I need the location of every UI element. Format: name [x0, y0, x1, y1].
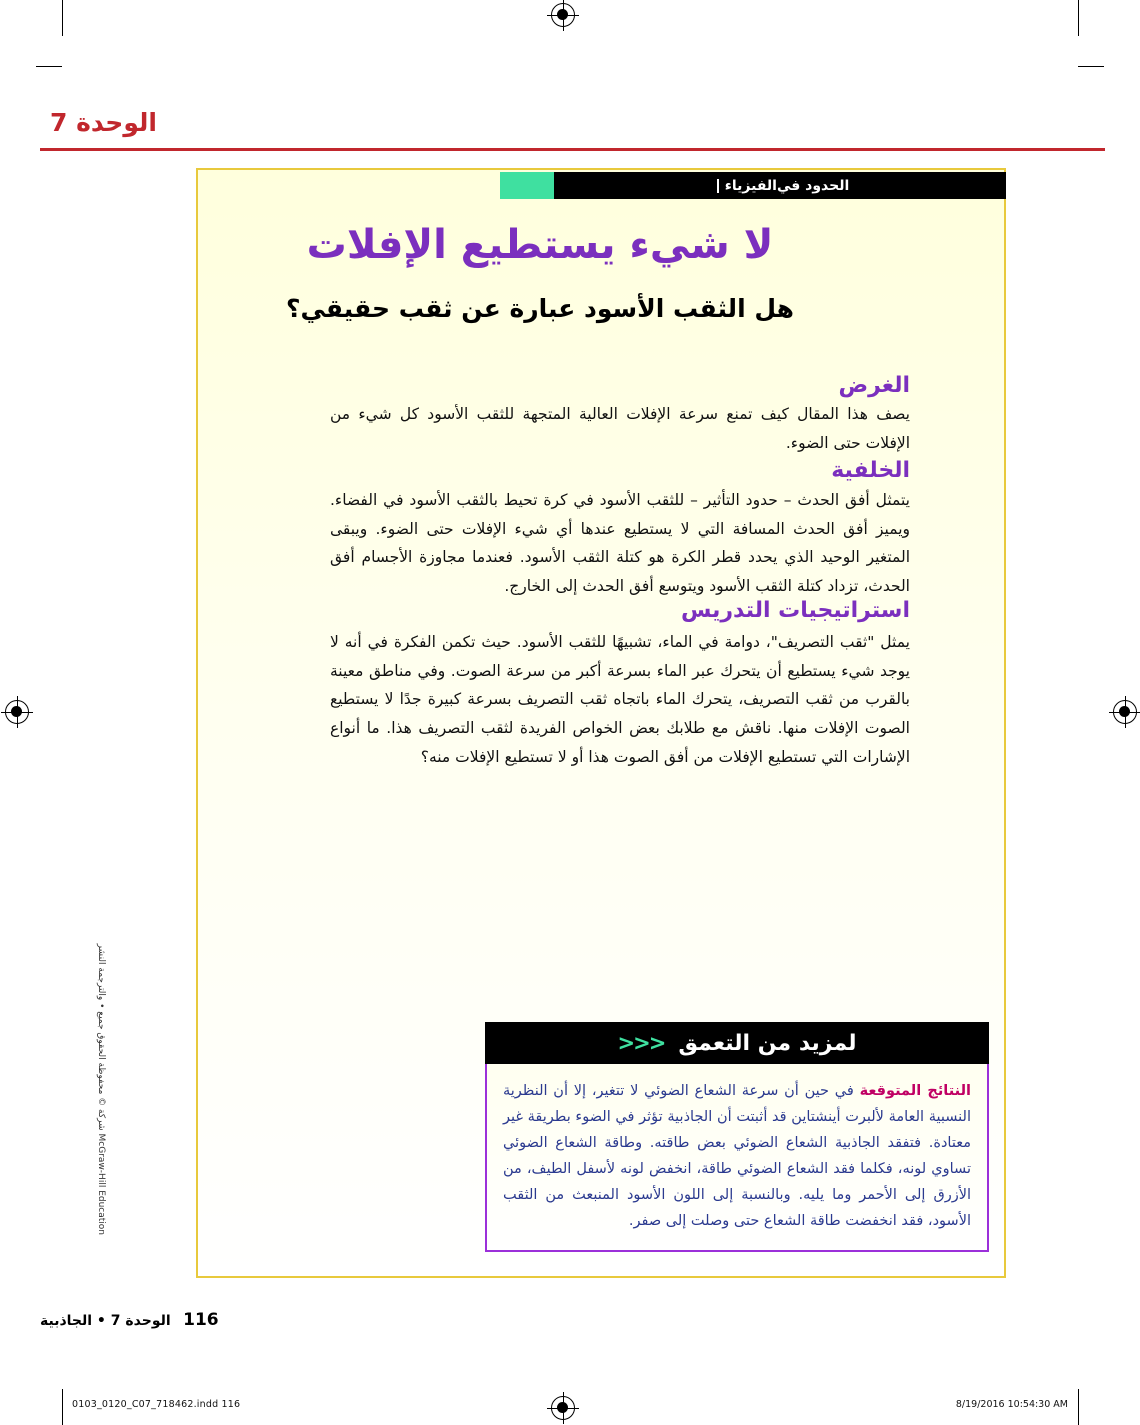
- section-body-strategies: يمثل "ثقب التصريف"، دوامة في الماء، تشبيهًا للثقب الأسود. حيث تكمن الفكرة في أنه لا يوجد شيء يستطيع أن يتحرك عبر الماء بسرعة أكبر من سرعة الصوت. وفي مناطق معينة بالقرب من ثقب التصريف، يتحرك الماء باتجاه ثقب التصريف بسرعة كبيرة جدًا لا يستطيع الصوت الإفلات منها. ناقش مع طلابك بعض الخواص الفريدة لثقب التصريف هذا. ما أنواع الإشارات التي تستطيع الإفلات من أفق الصوت هذا أو لا تستطيع الإفلات منه؟: [330, 633, 910, 766]
- registration-mark-bottom: [551, 1396, 575, 1420]
- more-box-header: [485, 1022, 989, 1064]
- feature-tag-bar: [500, 172, 1006, 199]
- folio: [40, 1310, 1105, 1330]
- crop-mark-top-right: [1078, 0, 1079, 36]
- folio-text: الوحدة 7 • الجاذبية: [40, 1313, 171, 1329]
- section-body-background: يتمثل أفق الحدث – حدود التأثير – للثقب الأسود في كرة تحيط بالثقب الأسود في الفضاء. ويميز أفق الحدث المسافة التي لا يستطيع عندها أي شيء الإفلات حتى الضوء. ويبقى المتغير الوحيد الذي يحدد قطر الكرة هو كتلة الثقب الأسود. فعندما مجاوزة الأجسام أفق الحدث، تزداد كتلة الثقب الأسود ويتوسع أفق الحدث إلى الخارج.: [330, 491, 910, 596]
- feature-tag-left: الفيزياء: [724, 177, 777, 194]
- more-box-body: [485, 1064, 989, 1252]
- copyright-credit: McGraw-Hill Education شركة © محفوظة الحقوق جميع • والترجمة النشر: [96, 943, 106, 1235]
- crop-mark-left-upper: [1078, 66, 1104, 67]
- unit-label: الوحدة 7: [50, 108, 157, 137]
- timestamp-slug: 8/19/2016 10:54:30 AM: [955, 1399, 1068, 1410]
- registration-mark-left: [5, 700, 29, 724]
- more-box-title: لمزيد من التعمق: [678, 1030, 857, 1056]
- section-heading-background: الخلفية: [831, 458, 910, 483]
- registration-mark-right: [1113, 700, 1137, 724]
- more-box-lead: النتائج المتوقعة: [859, 1083, 971, 1099]
- running-head: [35, 108, 1100, 137]
- section-body-purpose: يصف هذا المقال كيف تمنع سرعة الإفلات العالية المتجهة للثقب الأسود كل شيء من الإفلات حتى الضوء.: [330, 405, 910, 452]
- registration-mark-top: [551, 3, 575, 27]
- tag-divider-icon: [717, 179, 719, 193]
- feature-title: لا شيء يستطيع الإفلات: [306, 222, 774, 268]
- section-heading-purpose: الغرض: [838, 373, 910, 398]
- feature-tag-label: [554, 172, 1006, 199]
- file-slug: 0103_0120_C07_718462.indd 116: [72, 1399, 241, 1410]
- crop-mark-bottom-right: [1078, 1389, 1079, 1425]
- crop-mark-top-left: [62, 0, 63, 36]
- feature-subtitle: هل الثقب الأسود عبارة عن ثقب حقيقي؟: [285, 294, 794, 323]
- unit-rule: [40, 148, 1105, 151]
- crop-mark-bottom-left: [62, 1389, 63, 1425]
- page-number: 116: [183, 1310, 219, 1330]
- more-box-text: في حين أن سرعة الشعاع الضوئي لا تتغير، إلا أن النظرية النسبية العامة لألبرت أينشتاين قد أثبتت أن الجاذبية تؤثر في الضوء بطريقة غير معتادة. فتفقد الجاذبية الشعاع الضوئي بعض طاقته. وطاقة الشعاع الضوئي تساوي لونه، فكلما فقد الشعاع الضوئي طاقة، انخفض لونه لأسفل الطيف، من الأزرق إلى الأحمر وما يليه. وبالنسبة إلى اللون الأسود المنبعث من الثقب الأسود، فقد انخفضت طاقة الشعاع حتى وصلت إلى صفر.: [503, 1083, 971, 1230]
- more-box-paragraph: [503, 1078, 971, 1235]
- feature-tag-accent: [500, 172, 554, 199]
- section-heading-strategies: استراتيجيات التدريس: [680, 598, 910, 623]
- chevrons-icon: <<<: [617, 1031, 665, 1055]
- crop-mark-right-upper: [36, 66, 62, 67]
- feature-tag-right: الحدود في: [776, 177, 850, 194]
